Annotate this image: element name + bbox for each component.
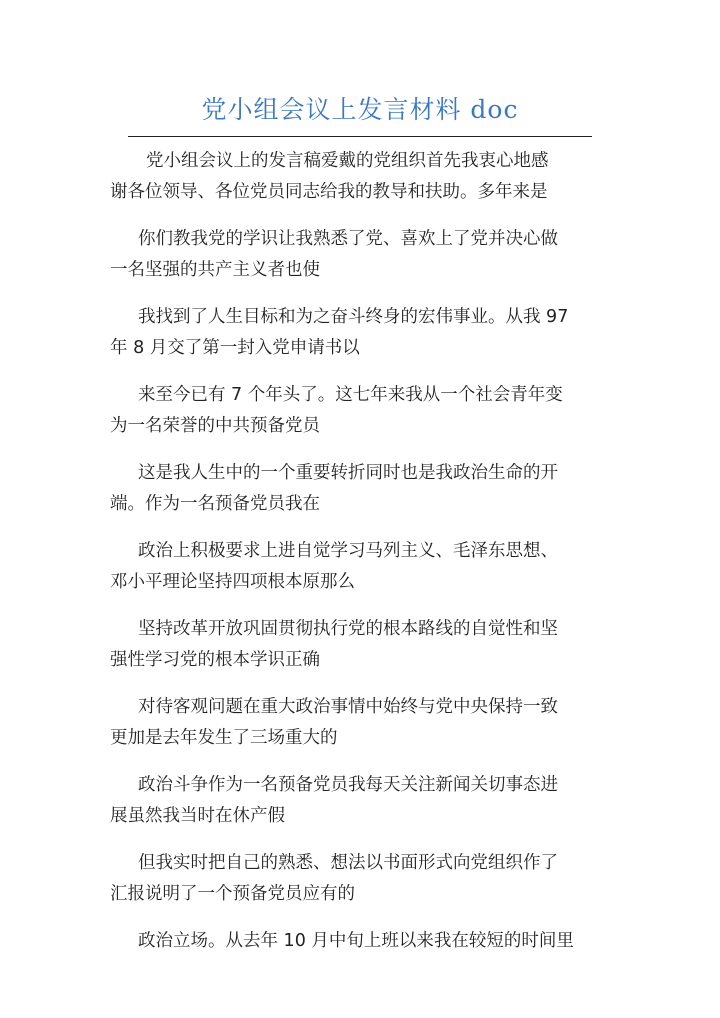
paragraph-2 (110, 224, 614, 286)
paragraph-line: 端。作为一名预备党员我在 (110, 494, 320, 514)
paragraph-3 (110, 302, 614, 364)
paragraph-1 (110, 146, 614, 208)
paragraph-line: 你们教我党的学识让我熟悉了党、喜欢上了党并决心做 (138, 229, 558, 249)
paragraph-9 (110, 770, 614, 832)
paragraph-5 (110, 458, 614, 520)
paragraph-line: 政治立场。从去年 10 月中旬上班以来我在较短的时间里 (138, 931, 574, 951)
paragraph-line: 展虽然我当时在休产假 (110, 806, 285, 826)
paragraph-line: 为一名荣誉的中共预备党员 (110, 416, 320, 436)
paragraph-line: 谢各位领导、各位党员同志给我的教导和扶助。多年来是 (110, 182, 548, 202)
paragraph-line: 坚持改革开放巩固贯彻执行党的根本路线的自觉性和坚 (138, 619, 558, 639)
paragraph-line: 强性学习党的根本学识正确 (110, 650, 320, 670)
paragraph-line: 年 8 月交了第一封入党申请书以 (110, 338, 360, 358)
title-underline (128, 136, 592, 137)
paragraph-line: 这是我人生中的一个重要转折同时也是我政治生命的开 (138, 463, 558, 483)
paragraph-line: 政治上积极要求上进自觉学习马列主义、毛泽东思想、 (138, 541, 558, 561)
paragraph-line: 邓小平理论坚持四项根本原那么 (110, 572, 355, 592)
paragraph-4 (110, 380, 614, 442)
paragraph-line: 更加是去年发生了三场重大的 (110, 728, 338, 748)
paragraph-8 (110, 692, 614, 754)
paragraph-6 (110, 536, 614, 598)
document-body (110, 146, 614, 973)
paragraph-line: 一名坚强的共产主义者也使 (110, 260, 320, 280)
paragraph-line: 对待客观问题在重大政治事情中始终与党中央保持一致 (138, 697, 558, 717)
paragraph-line: 来至今已有 7 个年头了。这七年来我从一个社会青年变 (138, 385, 563, 405)
paragraph-line: 汇报说明了一个预备党员应有的 (110, 884, 355, 904)
paragraph-line: 政治斗争作为一名预备党员我每天关注新闻关切事态进 (138, 775, 558, 795)
paragraph-line: 我找到了人生目标和为之奋斗终身的宏伟事业。从我 97 (138, 307, 569, 327)
paragraph-7 (110, 614, 614, 676)
paragraph-11 (110, 926, 614, 957)
document-title: 党小组会议上发言材料 doc (201, 95, 519, 124)
paragraph-line: 党小组会议上的发言稿爱戴的党组织首先我衷心地感 (146, 151, 549, 171)
paragraph-line: 但我实时把自己的熟悉、想法以书面形式向党组织作了 (138, 853, 558, 873)
paragraph-10 (110, 848, 614, 910)
